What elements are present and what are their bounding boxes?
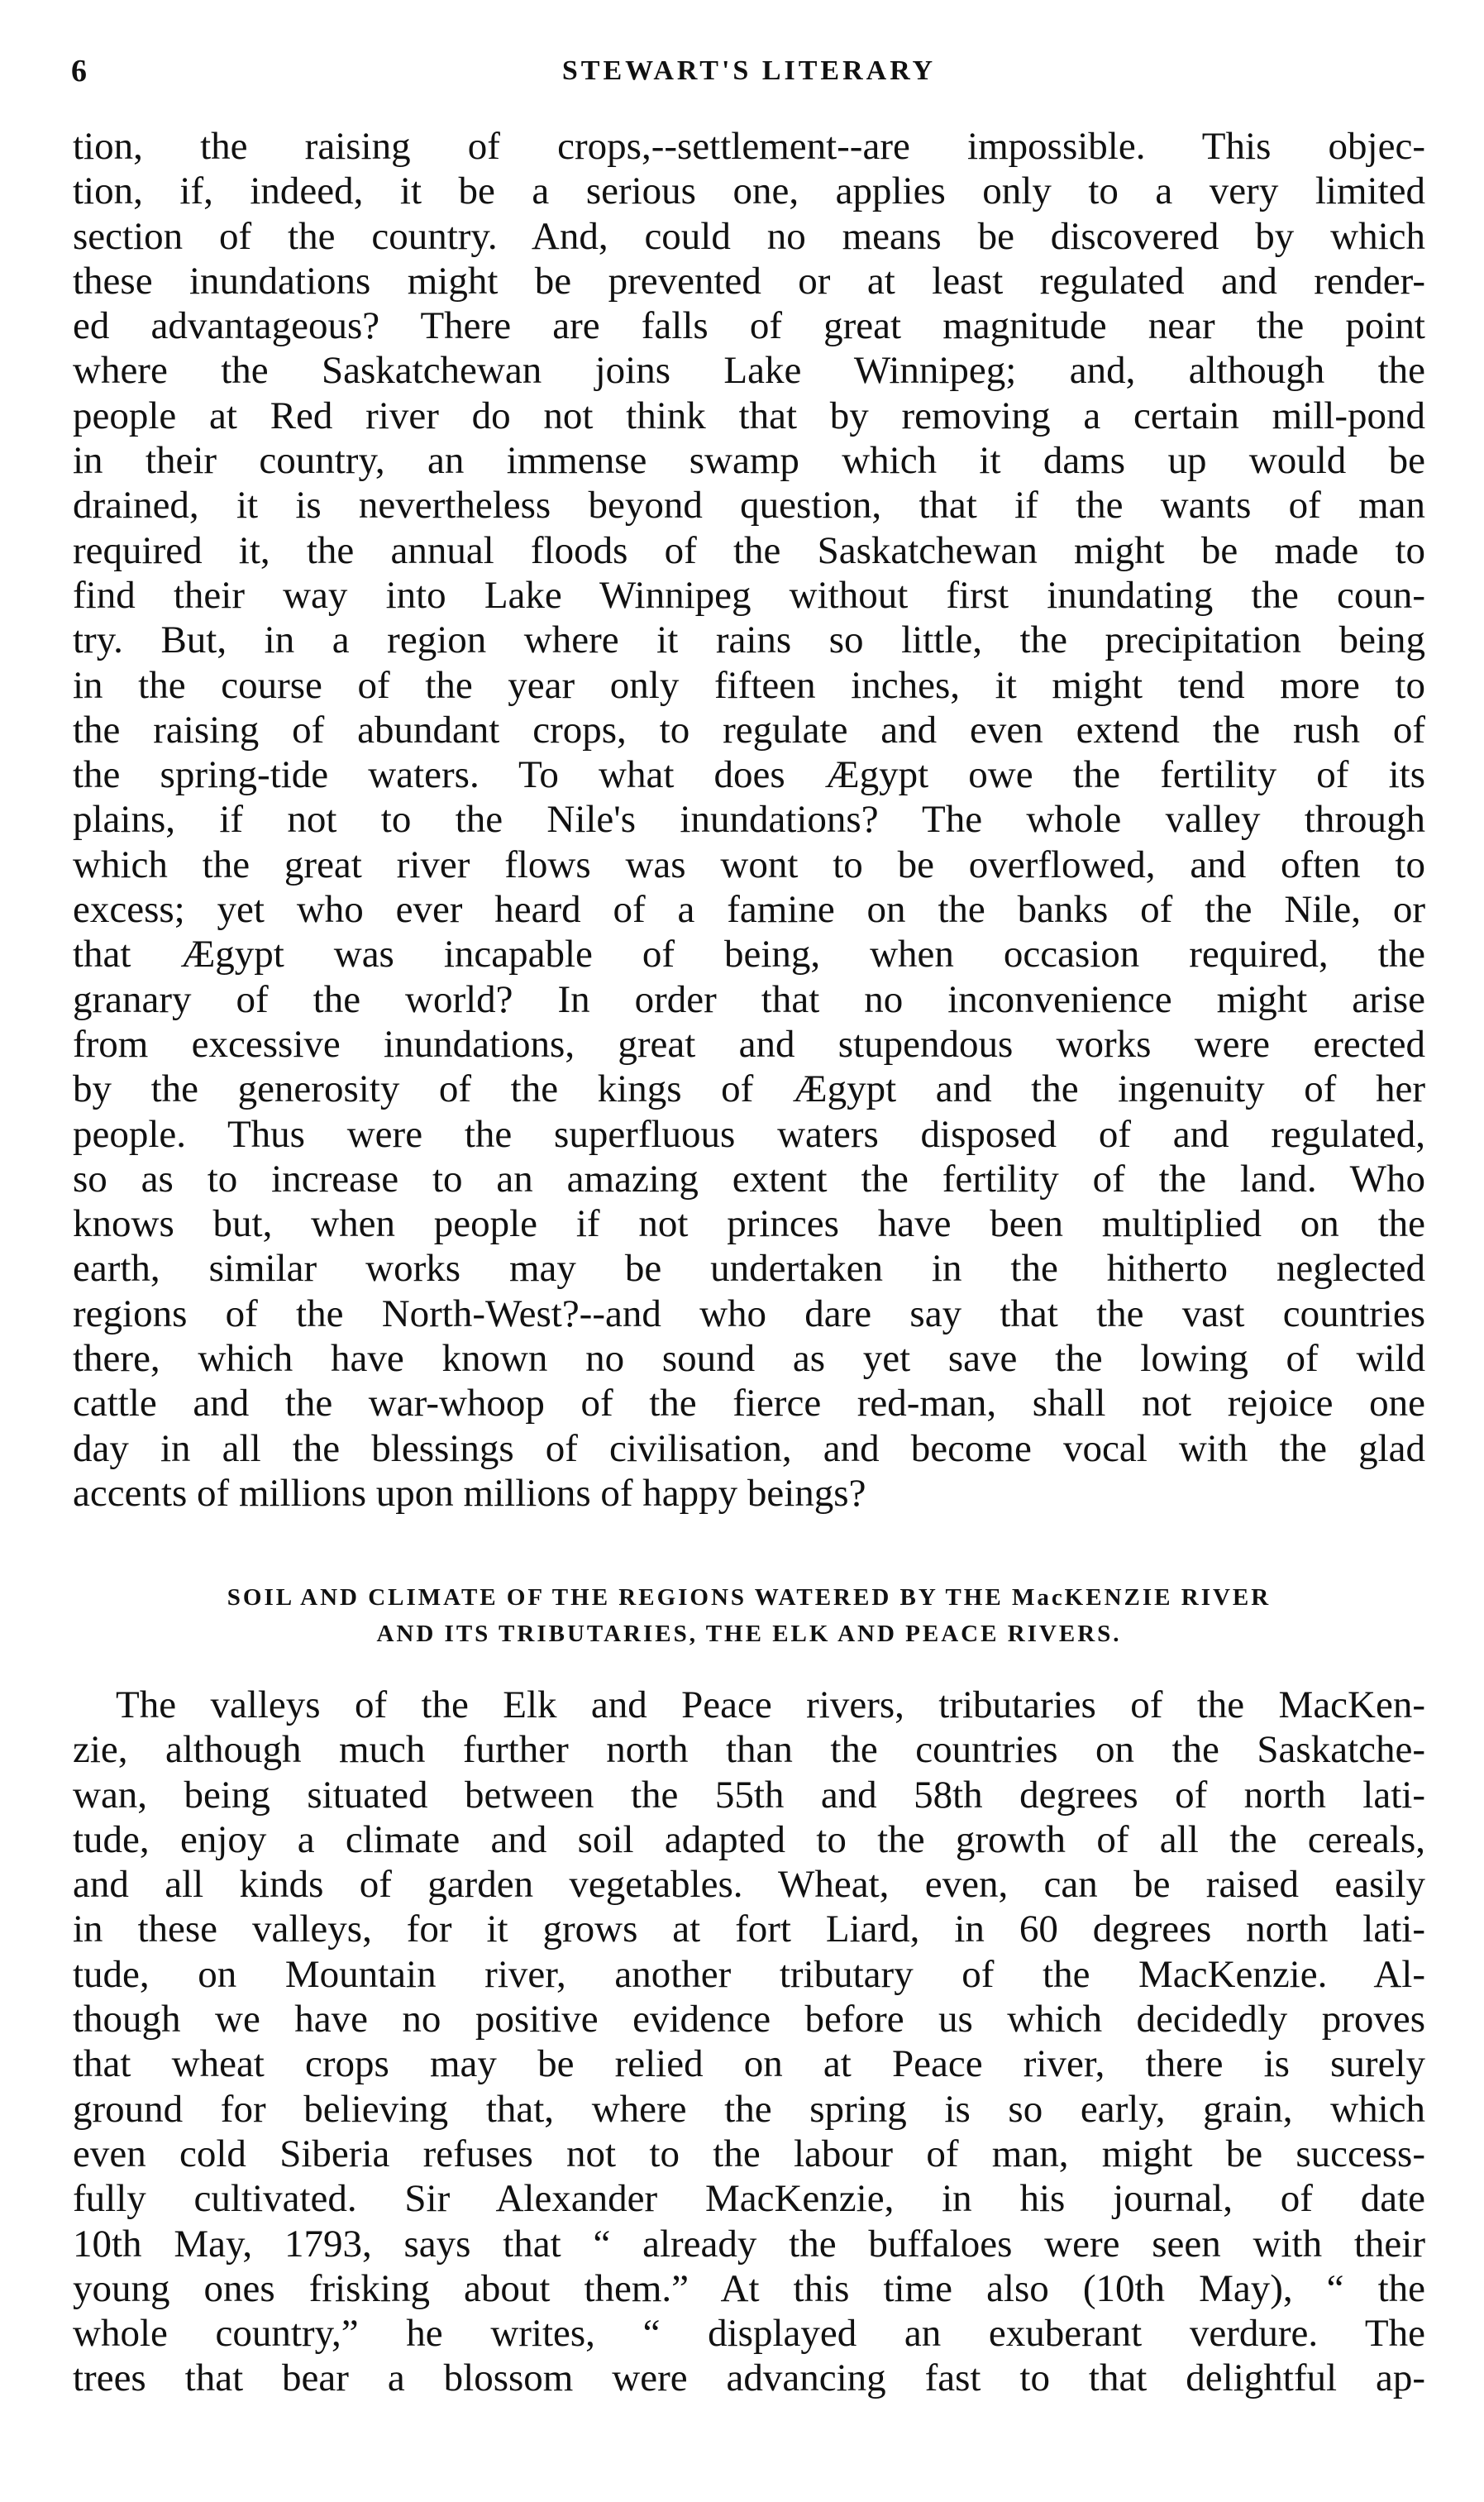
text-line: tion, the raising of crops,--settlement--are impossible. This objec- bbox=[73, 125, 1425, 168]
text-line: granary of the world? In order that no inconvenience might arise bbox=[73, 977, 1425, 1021]
text-line: which the great river flows was wont to be overflowed, and often to bbox=[73, 843, 1425, 886]
paragraph-one bbox=[73, 124, 1425, 1516]
text-line: section of the country. And, could no means be discovered by which bbox=[73, 214, 1425, 258]
text-line: that wheat crops may be relied on at Peace river, there is surely bbox=[73, 2042, 1425, 2086]
text-line: find their way into Lake Winnipeg without first inundating the coun- bbox=[73, 573, 1425, 617]
text-line: whole country,” he writes, “ displayed an exuberant verdure. The bbox=[73, 2312, 1425, 2356]
text-line: trees that bear a blossom were advancing fast to that delightful ap- bbox=[73, 2356, 1425, 2400]
section-heading-line-one: SOIL AND CLIMATE OF THE REGIONS WATERED BY THE MacKENZIE RIVER bbox=[227, 1584, 1272, 1611]
text-line: plains, if not to the Nile's inundations? The whole valley through bbox=[73, 798, 1425, 842]
text-line: there, which have known no sound as yet save the lowing of wild bbox=[73, 1337, 1425, 1381]
text-line: tude, on Mountain river, another tributary of the MacKenzie. Al- bbox=[73, 1952, 1425, 1996]
text-line: try. But, in a region where it rains so little, the precipitation being bbox=[73, 618, 1425, 662]
text-line: that Ægypt was incapable of being, when occasion required, the bbox=[73, 933, 1425, 976]
text-line: ed advantageous? There are falls of great magnitude near the point bbox=[73, 304, 1425, 348]
section-heading-line-two: AND ITS TRIBUTARIES, THE ELK AND PEACE RIVERS. bbox=[376, 1621, 1122, 1647]
text-line: people at Red river do not think that by removing a certain mill-pond bbox=[73, 394, 1425, 437]
text-line: by the generosity of the kings of Ægypt and the ingenuity of her bbox=[73, 1067, 1425, 1111]
text-line: zie, although much further north than the countries on the Saskatche- bbox=[73, 1728, 1425, 1772]
text-line: from excessive inundations, great and stupendous works were erected bbox=[73, 1022, 1425, 1066]
text-line: ground for believing that, where the spring is so early, grain, which bbox=[73, 2087, 1425, 2131]
text-line: in their country, an immense swamp which it dams up would be bbox=[73, 439, 1425, 483]
text-line: cattle and the war-whoop of the fierce red-man, shall not rejoice one bbox=[73, 1382, 1425, 1425]
text-line: young ones frisking about them.” At this time also (10th May), “ the bbox=[73, 2266, 1425, 2310]
text-line: day in all the blessings of civilisation, and become vocal with the glad bbox=[73, 1426, 1425, 1470]
text-line: regions of the North-West?--and who dare say that the vast countries bbox=[73, 1292, 1425, 1335]
text-line: excess; yet who ever heard of a famine on the banks of the Nile, or bbox=[73, 888, 1425, 932]
text-line: knows but, when people if not princes have been multiplied on the bbox=[73, 1202, 1425, 1246]
text-line: the raising of abundant crops, to regulate and even extend the rush of bbox=[73, 708, 1425, 752]
text-line: where the Saskatchewan joins Lake Winnipeg; and, although the bbox=[73, 349, 1425, 393]
text-line: people. Thus were the superfluous waters disposed of and regulated, bbox=[73, 1112, 1425, 1156]
text-line: earth, similar works may be undertaken in the hitherto neglected bbox=[73, 1247, 1425, 1291]
section-heading bbox=[73, 1579, 1425, 1652]
text-line: wan, being situated between the 55th and 58th degrees of north lati- bbox=[73, 1773, 1425, 1817]
text-line: drained, it is nevertheless beyond question, that if the wants of man bbox=[73, 484, 1425, 528]
page-header bbox=[71, 46, 1427, 96]
running-head: STEWART'S LITERARY bbox=[561, 55, 937, 86]
text-line: in these valleys, for it grows at fort Liard, in 60 degrees north lati- bbox=[73, 1908, 1425, 1951]
text-line: in the course of the year only fifteen inches, it might tend more to bbox=[73, 663, 1425, 707]
text-line: even cold Siberia refuses not to the labour of man, might be success- bbox=[73, 2132, 1425, 2175]
text-line: required it, the annual floods of the Saskatchewan might be made to bbox=[73, 528, 1425, 572]
page-number: 6 bbox=[71, 54, 87, 88]
text-line: and all kinds of garden vegetables. Wheat, even, can be raised easily bbox=[73, 1863, 1425, 1907]
text-line: though we have no positive evidence before us which decidedly proves bbox=[73, 1998, 1425, 2041]
text-line: accents of millions upon millions of happy beings? bbox=[73, 1471, 866, 1515]
text-line: so as to increase to an amazing extent the fertility of the land. Who bbox=[73, 1157, 1425, 1201]
text-line: 10th May, 1793, says that “ already the buffaloes were seen with their bbox=[73, 2222, 1425, 2266]
text-line: the spring-tide waters. To what does Ægypt owe the fertility of its bbox=[73, 753, 1425, 797]
text-line: these inundations might be prevented or at least regulated and render- bbox=[73, 259, 1425, 303]
text-line: The valleys of the Elk and Peace rivers, tributaries of the MacKen- bbox=[116, 1683, 1425, 1726]
paragraph-two bbox=[73, 1683, 1425, 2401]
text-line: fully cultivated. Sir Alexander MacKenzie, in his journal, of date bbox=[73, 2177, 1425, 2221]
text-line: tude, enjoy a climate and soil adapted to the growth of all the cereals, bbox=[73, 1817, 1425, 1861]
text-line: tion, if, indeed, it be a serious one, applies only to a very limited bbox=[73, 170, 1425, 213]
